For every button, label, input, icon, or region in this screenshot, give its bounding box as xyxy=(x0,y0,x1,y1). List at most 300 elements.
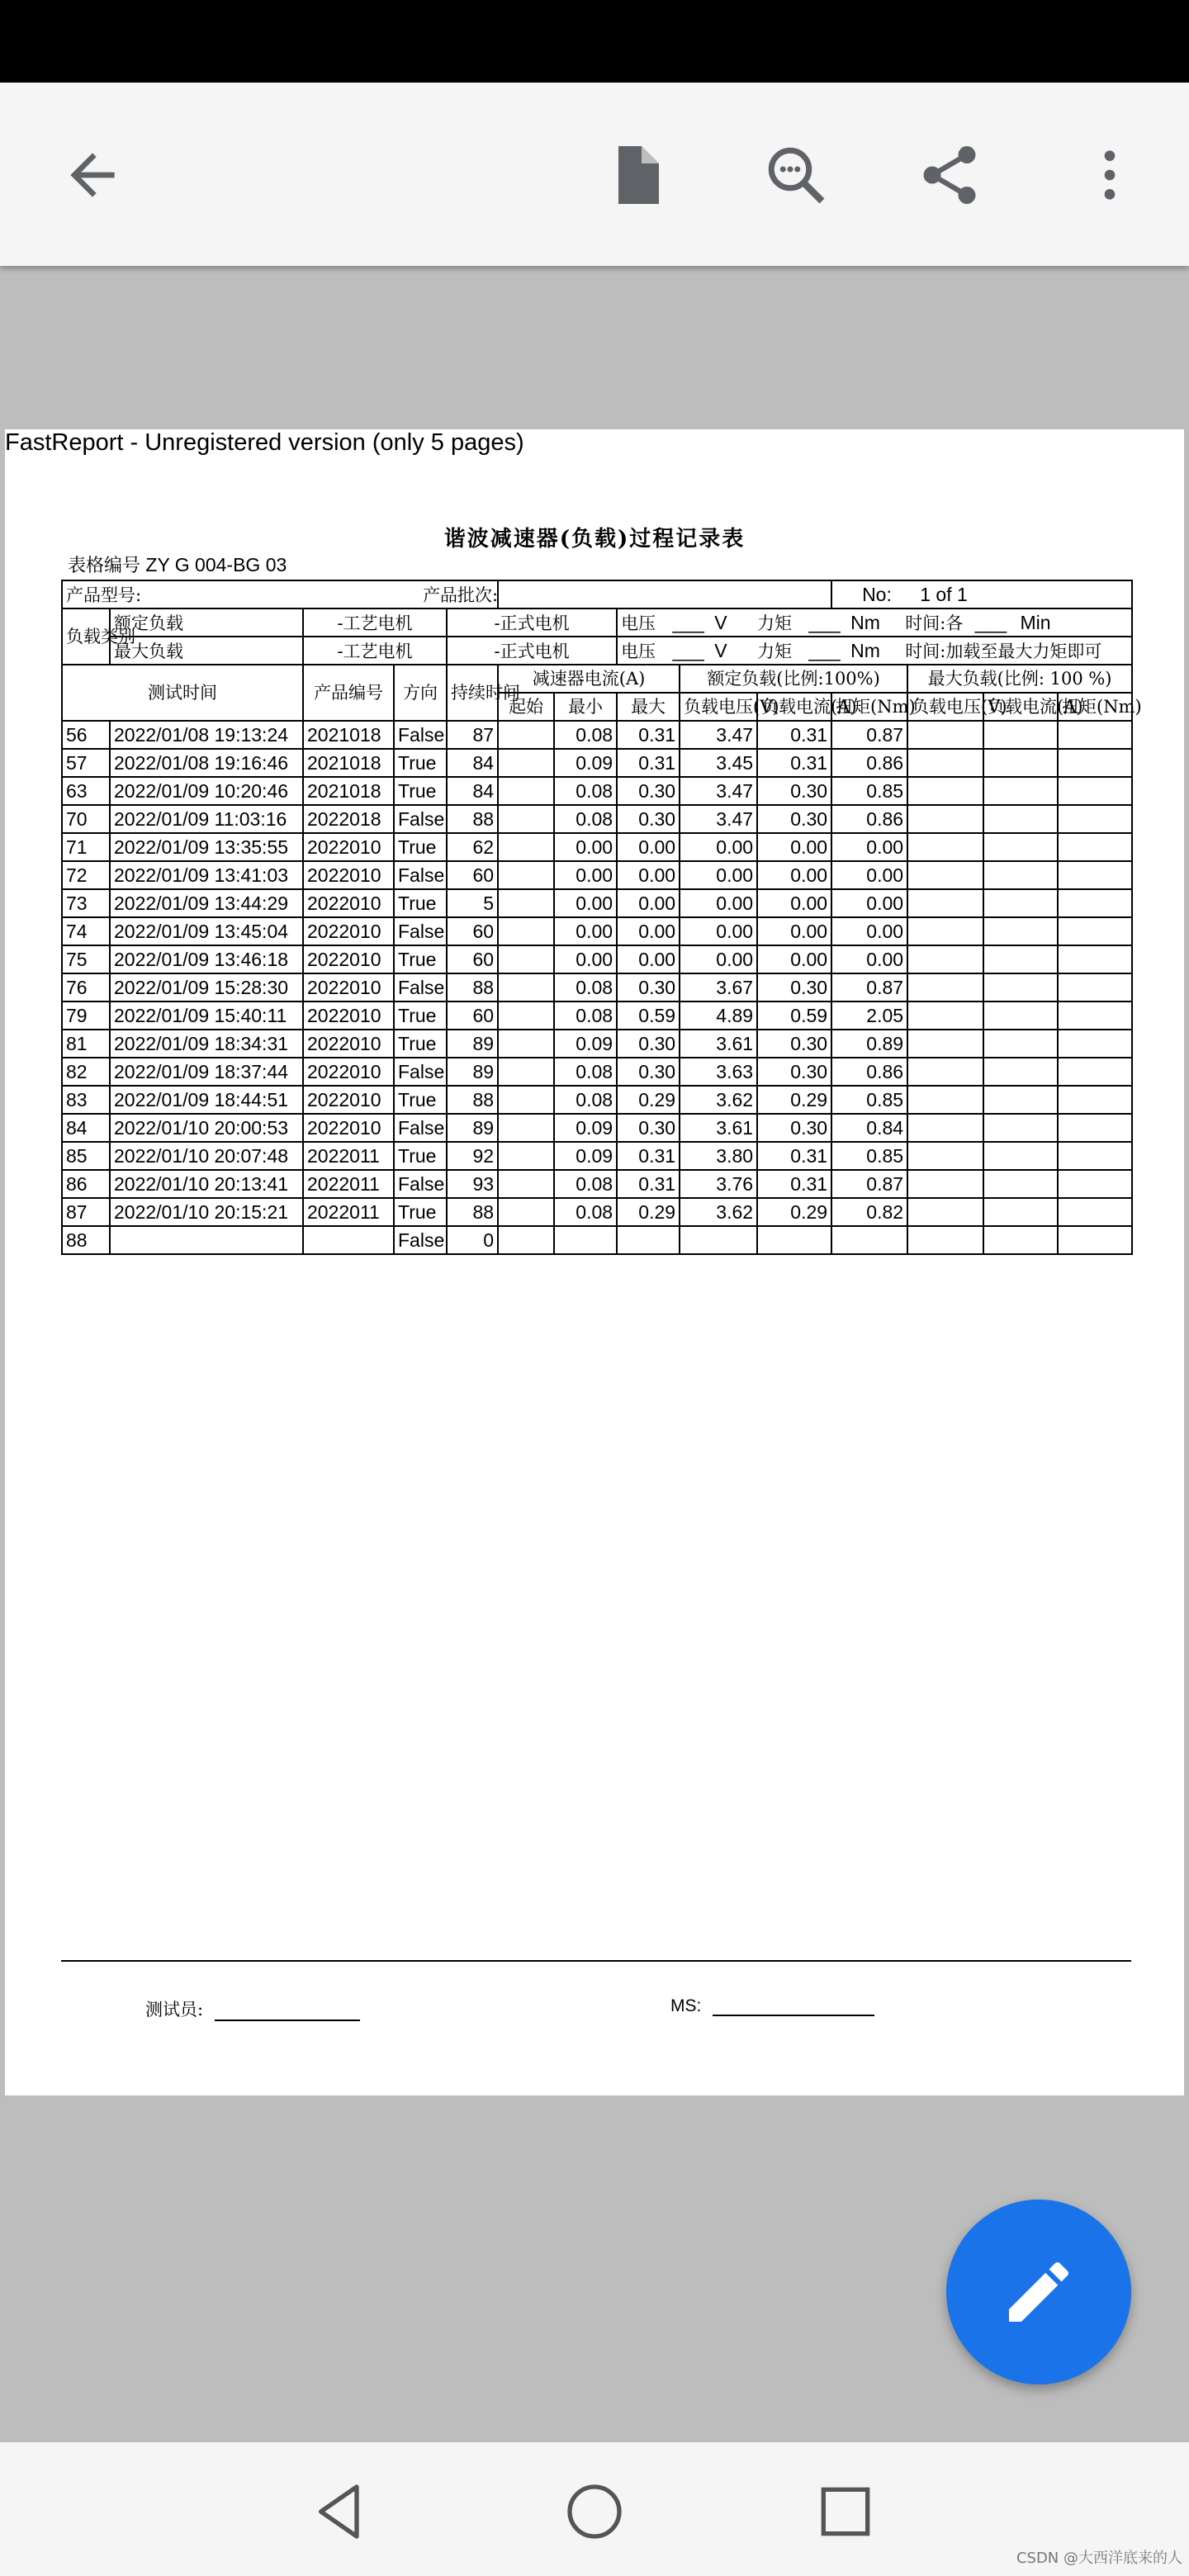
cell-mt xyxy=(1058,1086,1132,1114)
cell-max: 0.30 xyxy=(617,973,680,1002)
nav-back-icon[interactable] xyxy=(301,2472,380,2551)
cell-mv xyxy=(907,805,983,833)
cell-dir: True xyxy=(394,889,447,917)
voltage-blank: ___ xyxy=(672,612,704,633)
cell-ma xyxy=(983,973,1058,1002)
cell-start xyxy=(498,1030,554,1058)
cell-ra xyxy=(757,1226,831,1254)
cell-dir: False xyxy=(394,805,447,833)
cell-product: 2022011 xyxy=(303,1170,394,1198)
cell-ra: 0.00 xyxy=(757,861,831,889)
cell-min: 0.09 xyxy=(554,1030,617,1058)
table-row xyxy=(62,861,1132,889)
formal-motor-option-2: -正式电机 xyxy=(447,637,617,665)
cell-product: 2022010 xyxy=(303,1002,394,1030)
cell-max: 0.00 xyxy=(617,833,680,861)
cell-min: 0.08 xyxy=(554,805,617,833)
cell-dir: True xyxy=(394,1030,447,1058)
cell-mv xyxy=(907,1058,983,1086)
cell-product: 2021018 xyxy=(303,777,394,805)
record-table xyxy=(61,580,1142,1255)
cell-start xyxy=(498,833,554,861)
cell-product: 2022010 xyxy=(303,861,394,889)
cell-product: 2021018 xyxy=(303,749,394,777)
cell-id: 87 xyxy=(62,1198,110,1226)
cell-time: 2022/01/09 11:03:16 xyxy=(110,805,303,833)
cell-mt xyxy=(1058,945,1132,973)
time-max-note: 时间:加载至最大力矩即可 xyxy=(905,642,1102,661)
document-icon[interactable] xyxy=(596,135,675,215)
cell-min: 0.08 xyxy=(554,1002,617,1030)
cell-dur: 89 xyxy=(447,1030,498,1058)
zoom-icon[interactable] xyxy=(756,135,836,215)
cell-mt xyxy=(1058,861,1132,889)
cell-ra: 0.29 xyxy=(757,1086,831,1114)
table-row xyxy=(62,1030,1132,1058)
cell-rv: 3.47 xyxy=(680,777,757,805)
cell-start xyxy=(498,1170,554,1198)
cell-ma xyxy=(983,1086,1058,1114)
voltage-blank-2: ___ xyxy=(672,640,704,661)
torque-blank-2: ___ xyxy=(808,640,841,661)
cell-mv xyxy=(907,1086,983,1114)
cell-rt: 0.85 xyxy=(831,777,907,805)
cell-rt: 0.00 xyxy=(831,833,907,861)
cell-mt xyxy=(1058,973,1132,1002)
cell-mv xyxy=(907,1142,983,1170)
status-bar xyxy=(0,0,1189,83)
cell-id: 83 xyxy=(62,1086,110,1114)
cell-mt xyxy=(1058,749,1132,777)
cell-max: 0.59 xyxy=(617,1002,680,1030)
cell-product: 2022010 xyxy=(303,889,394,917)
cell-rt: 0.00 xyxy=(831,945,907,973)
cell-max: 0.29 xyxy=(617,1086,680,1114)
cell-product: 2022011 xyxy=(303,1142,394,1170)
cell-max: 0.30 xyxy=(617,777,680,805)
cell-ra: 0.59 xyxy=(757,1002,831,1030)
more-vert-icon[interactable] xyxy=(1070,135,1149,215)
ms-blank xyxy=(713,1998,874,2016)
cell-rv: 3.61 xyxy=(680,1030,757,1058)
cell-rt: 0.82 xyxy=(831,1198,907,1226)
max-ratio-header: 最大负载(比例: 100 %) xyxy=(907,665,1132,693)
product-model-label: 产品型号: xyxy=(62,580,498,608)
cell-start xyxy=(498,1002,554,1030)
table-row xyxy=(62,1058,1132,1086)
cell-product: 2022010 xyxy=(303,1030,394,1058)
max-load-row xyxy=(62,637,1132,665)
cell-ma xyxy=(983,777,1058,805)
cell-start xyxy=(498,805,554,833)
cell-id: 79 xyxy=(62,1002,110,1030)
cell-min: 0.08 xyxy=(554,1170,617,1198)
cell-dur: 89 xyxy=(447,1058,498,1086)
cell-ra: 0.29 xyxy=(757,1198,831,1226)
cell-ma xyxy=(983,1058,1058,1086)
cell-mv xyxy=(907,945,983,973)
cell-product: 2022010 xyxy=(303,945,394,973)
cell-id: 86 xyxy=(62,1170,110,1198)
cell-time: 2022/01/09 13:44:29 xyxy=(110,889,303,917)
cell-mv xyxy=(907,889,983,917)
ms-label: MS: xyxy=(670,1996,702,2015)
cell-mv xyxy=(907,1030,983,1058)
cell-rv: 0.00 xyxy=(680,861,757,889)
table-row xyxy=(62,749,1132,777)
cell-rt: 0.84 xyxy=(831,1114,907,1142)
edit-fab[interactable] xyxy=(946,2200,1131,2384)
cell-dur: 88 xyxy=(447,805,498,833)
col-max: 最大 xyxy=(617,693,680,721)
cell-product: 2022010 xyxy=(303,833,394,861)
cell-rt: 0.87 xyxy=(831,973,907,1002)
voltage-unit: V xyxy=(714,612,727,633)
cell-dur: 60 xyxy=(447,917,498,945)
col-min: 最小 xyxy=(554,693,617,721)
cell-dir: False xyxy=(394,1114,447,1142)
col-direction: 方向 xyxy=(394,665,447,721)
rated-ratio-header: 额定负载(比例:100%) xyxy=(680,665,907,693)
cell-start xyxy=(498,945,554,973)
form-code-value: ZY G 004-BG 03 xyxy=(145,554,287,575)
cell-ma xyxy=(983,1226,1058,1254)
table-row xyxy=(62,1226,1132,1254)
cell-dur: 93 xyxy=(447,1170,498,1198)
cell-rv: 0.00 xyxy=(680,889,757,917)
report-title: 谐波减速器(负载)过程记录表 xyxy=(443,527,746,552)
cell-product: 2022010 xyxy=(303,1058,394,1086)
cell-max: 0.00 xyxy=(617,945,680,973)
cell-dur: 88 xyxy=(447,973,498,1002)
cell-ra: 0.30 xyxy=(757,1114,831,1142)
voltage-label: 电压 xyxy=(621,613,656,633)
table-row xyxy=(62,945,1132,973)
cell-time: 2022/01/08 19:13:24 xyxy=(110,721,303,749)
cell-dur: 60 xyxy=(447,861,498,889)
cell-max: 0.29 xyxy=(617,1198,680,1226)
cell-time: 2022/01/09 13:45:04 xyxy=(110,917,303,945)
cell-id: 84 xyxy=(62,1114,110,1142)
cell-time: 2022/01/09 15:28:30 xyxy=(110,973,303,1002)
cell-ma xyxy=(983,721,1058,749)
form-code xyxy=(68,552,287,577)
cell-dir: False xyxy=(394,917,447,945)
load-class-label: 负载类别 xyxy=(62,608,110,665)
cell-ra: 0.31 xyxy=(757,749,831,777)
cell-dur: 5 xyxy=(447,889,498,917)
cell-dir: True xyxy=(394,749,447,777)
cell-time xyxy=(110,1226,303,1254)
cell-rt xyxy=(831,1226,907,1254)
cell-min: 0.09 xyxy=(554,1142,617,1170)
form-code-label: 表格编号 xyxy=(68,556,141,576)
table-row xyxy=(62,973,1132,1002)
cell-dir: False xyxy=(394,721,447,749)
cell-id: 88 xyxy=(62,1226,110,1254)
cell-mv xyxy=(907,1198,983,1226)
cell-mv xyxy=(907,833,983,861)
nav-recents-icon[interactable] xyxy=(806,2472,885,2551)
unregistered-notice: FastReport - Unregistered version (only 5 pages) xyxy=(5,429,524,456)
torque-label: 力矩 xyxy=(756,613,792,633)
cell-max: 0.00 xyxy=(617,861,680,889)
cell-ra: 0.31 xyxy=(757,1142,831,1170)
cell-time: 2022/01/09 13:35:55 xyxy=(110,833,303,861)
cell-ra: 0.00 xyxy=(757,945,831,973)
time-blank: ___ xyxy=(974,612,1007,633)
cell-max: 0.30 xyxy=(617,805,680,833)
cell-time: 2022/01/09 10:20:46 xyxy=(110,777,303,805)
cell-mv xyxy=(907,1002,983,1030)
cell-max: 0.00 xyxy=(617,917,680,945)
cell-ma xyxy=(983,861,1058,889)
cell-product: 2022010 xyxy=(303,1114,394,1142)
cell-min: 0.00 xyxy=(554,861,617,889)
cell-rt: 2.05 xyxy=(831,1002,907,1030)
cell-start xyxy=(498,777,554,805)
col-torque: 扭矩(Nm) xyxy=(831,693,907,721)
cell-max: 0.31 xyxy=(617,1170,680,1198)
cell-id: 63 xyxy=(62,777,110,805)
report-page xyxy=(5,429,1184,2095)
cell-mv xyxy=(907,917,983,945)
cell-time: 2022/01/10 20:07:48 xyxy=(110,1142,303,1170)
cell-dur: 60 xyxy=(447,945,498,973)
cell-dir: True xyxy=(394,1142,447,1170)
cell-rv: 3.61 xyxy=(680,1114,757,1142)
process-motor-option: -工艺电机 xyxy=(303,608,447,637)
cell-ra: 0.00 xyxy=(757,889,831,917)
cell-id: 56 xyxy=(62,721,110,749)
cell-dur: 88 xyxy=(447,1086,498,1114)
system-nav-bar xyxy=(0,2442,1189,2576)
table-row xyxy=(62,833,1132,861)
cell-min: 0.08 xyxy=(554,1058,617,1086)
cell-rt: 0.87 xyxy=(831,1170,907,1198)
cell-mt xyxy=(1058,833,1132,861)
col-load-voltage: 负载电压(V) xyxy=(680,693,757,721)
cell-start xyxy=(498,1226,554,1254)
torque-unit: Nm xyxy=(850,612,880,633)
cell-mt xyxy=(1058,1058,1132,1086)
cell-max: 0.31 xyxy=(617,1142,680,1170)
rated-load-row xyxy=(62,608,1132,637)
cell-mt xyxy=(1058,889,1132,917)
nav-home-icon[interactable] xyxy=(555,2472,634,2551)
cell-rt: 0.85 xyxy=(831,1142,907,1170)
cell-ma xyxy=(983,1114,1058,1142)
cell-max: 0.31 xyxy=(617,721,680,749)
cell-min: 0.08 xyxy=(554,1198,617,1226)
cell-rv: 3.62 xyxy=(680,1198,757,1226)
cell-mt xyxy=(1058,1226,1132,1254)
cell-id: 70 xyxy=(62,805,110,833)
cell-rt: 0.87 xyxy=(831,721,907,749)
cell-rv: 0.00 xyxy=(680,917,757,945)
table-body xyxy=(62,721,1132,1254)
table-row xyxy=(62,1170,1132,1198)
voltage-label-2: 电压 xyxy=(621,642,656,661)
cell-id: 73 xyxy=(62,889,110,917)
cell-id: 71 xyxy=(62,833,110,861)
cell-mt xyxy=(1058,805,1132,833)
tester-signature xyxy=(145,1996,360,2021)
cell-max: 0.30 xyxy=(617,1114,680,1142)
cell-ra: 0.30 xyxy=(757,973,831,1002)
cell-rv: 0.00 xyxy=(680,833,757,861)
col-max-current: 负载电流(A) xyxy=(983,693,1058,721)
cell-start xyxy=(498,889,554,917)
cell-dir: False xyxy=(394,1058,447,1086)
cell-min: 0.00 xyxy=(554,945,617,973)
cell-dur: 0 xyxy=(447,1226,498,1254)
credit-text: CSDN @大西洋底来的人 xyxy=(1016,2550,1182,2567)
cell-ra: 0.31 xyxy=(757,1170,831,1198)
cell-max xyxy=(617,1226,680,1254)
cell-min: 0.08 xyxy=(554,721,617,749)
torque-label-2: 力矩 xyxy=(756,642,792,661)
cell-rv: 3.63 xyxy=(680,1058,757,1086)
cell-product: 2022018 xyxy=(303,805,394,833)
cell-product xyxy=(303,1226,394,1254)
col-duration: 持续时间 xyxy=(447,665,498,721)
cell-rt: 0.89 xyxy=(831,1030,907,1058)
cell-dur: 89 xyxy=(447,1114,498,1142)
cell-ma xyxy=(983,1142,1058,1170)
cell-rt: 0.00 xyxy=(831,917,907,945)
cell-time: 2022/01/10 20:00:53 xyxy=(110,1114,303,1142)
back-arrow-icon[interactable] xyxy=(53,135,132,215)
cell-mt xyxy=(1058,1198,1132,1226)
col-product-no: 产品编号 xyxy=(303,665,394,721)
cell-ma xyxy=(983,833,1058,861)
table-row xyxy=(62,1002,1132,1030)
cell-id: 82 xyxy=(62,1058,110,1086)
product-batch-label: 产品批次: xyxy=(423,585,499,605)
cell-mv xyxy=(907,1170,983,1198)
cell-min: 0.08 xyxy=(554,973,617,1002)
cell-time: 2022/01/09 13:46:18 xyxy=(110,945,303,973)
cell-ra: 0.00 xyxy=(757,917,831,945)
cell-dur: 84 xyxy=(447,777,498,805)
table-row xyxy=(62,889,1132,917)
cell-ra: 0.30 xyxy=(757,1030,831,1058)
cell-max: 0.31 xyxy=(617,749,680,777)
cell-ma xyxy=(983,945,1058,973)
reducer-current-header: 减速器电流(A) xyxy=(498,665,680,693)
cell-id: 57 xyxy=(62,749,110,777)
product-info-row xyxy=(62,580,1132,608)
cell-id: 81 xyxy=(62,1030,110,1058)
cell-rv: 3.47 xyxy=(680,721,757,749)
cell-time: 2022/01/09 13:41:03 xyxy=(110,861,303,889)
cell-ma xyxy=(983,1030,1058,1058)
cell-start xyxy=(498,917,554,945)
cell-dir: True xyxy=(394,777,447,805)
col-max-voltage: 负载电压(V) xyxy=(907,693,983,721)
no-label: No: xyxy=(862,583,892,605)
group-header-row xyxy=(62,665,1132,693)
cell-ma xyxy=(983,889,1058,917)
cell-id: 75 xyxy=(62,945,110,973)
cell-dur: 88 xyxy=(447,1198,498,1226)
cell-min: 0.00 xyxy=(554,917,617,945)
cell-rv xyxy=(680,1226,757,1254)
cell-min: 0.08 xyxy=(554,1086,617,1114)
cell-rv: 4.89 xyxy=(680,1002,757,1030)
torque-blank: ___ xyxy=(808,612,841,633)
cell-time: 2022/01/09 18:34:31 xyxy=(110,1030,303,1058)
cell-rt: 0.86 xyxy=(831,749,907,777)
cell-rv: 3.47 xyxy=(680,805,757,833)
cell-product: 2021018 xyxy=(303,721,394,749)
cell-dir: True xyxy=(394,1198,447,1226)
cell-dir: True xyxy=(394,1002,447,1030)
cell-rv: 3.80 xyxy=(680,1142,757,1170)
tester-blank xyxy=(215,2003,360,2021)
table-row xyxy=(62,1142,1132,1170)
cell-dir: True xyxy=(394,945,447,973)
table-row xyxy=(62,1086,1132,1114)
cell-mt xyxy=(1058,1170,1132,1198)
col-load-current: 负载电流(A) xyxy=(757,693,831,721)
cell-dur: 84 xyxy=(447,749,498,777)
cell-start xyxy=(498,1142,554,1170)
cell-ma xyxy=(983,1002,1058,1030)
cell-min: 0.00 xyxy=(554,889,617,917)
cell-mv xyxy=(907,1114,983,1142)
cell-rt: 0.00 xyxy=(831,889,907,917)
cell-id: 72 xyxy=(62,861,110,889)
cell-time: 2022/01/08 19:16:46 xyxy=(110,749,303,777)
cell-dir: False xyxy=(394,861,447,889)
cell-dir: False xyxy=(394,1170,447,1198)
cell-min xyxy=(554,1226,617,1254)
cell-start xyxy=(498,1198,554,1226)
signature-divider xyxy=(61,1960,1131,1962)
cell-rt: 0.85 xyxy=(831,1086,907,1114)
col-start: 起始 xyxy=(498,693,554,721)
cell-rv: 3.62 xyxy=(680,1086,757,1114)
cell-dur: 60 xyxy=(447,1002,498,1030)
table-row xyxy=(62,721,1132,749)
cell-mt xyxy=(1058,1142,1132,1170)
cell-mt xyxy=(1058,1114,1132,1142)
cell-mv xyxy=(907,1226,983,1254)
cell-mt xyxy=(1058,1002,1132,1030)
cell-ma xyxy=(983,917,1058,945)
cell-ra: 0.31 xyxy=(757,721,831,749)
table-row xyxy=(62,777,1132,805)
cell-min: 0.09 xyxy=(554,1114,617,1142)
cell-ra: 0.00 xyxy=(757,833,831,861)
rated-load-label: 额定负载 xyxy=(110,608,303,637)
cell-mt xyxy=(1058,721,1132,749)
cell-mt xyxy=(1058,1030,1132,1058)
pencil-icon xyxy=(999,2252,1078,2332)
cell-dir: True xyxy=(394,1086,447,1114)
cell-rv: 3.67 xyxy=(680,973,757,1002)
cell-ma xyxy=(983,749,1058,777)
share-icon[interactable] xyxy=(910,135,989,215)
ms-signature xyxy=(670,1996,874,2016)
cell-rt: 0.00 xyxy=(831,861,907,889)
cell-ma xyxy=(983,805,1058,833)
cell-ra: 0.30 xyxy=(757,1058,831,1086)
cell-time: 2022/01/09 15:40:11 xyxy=(110,1002,303,1030)
cell-mv xyxy=(907,861,983,889)
